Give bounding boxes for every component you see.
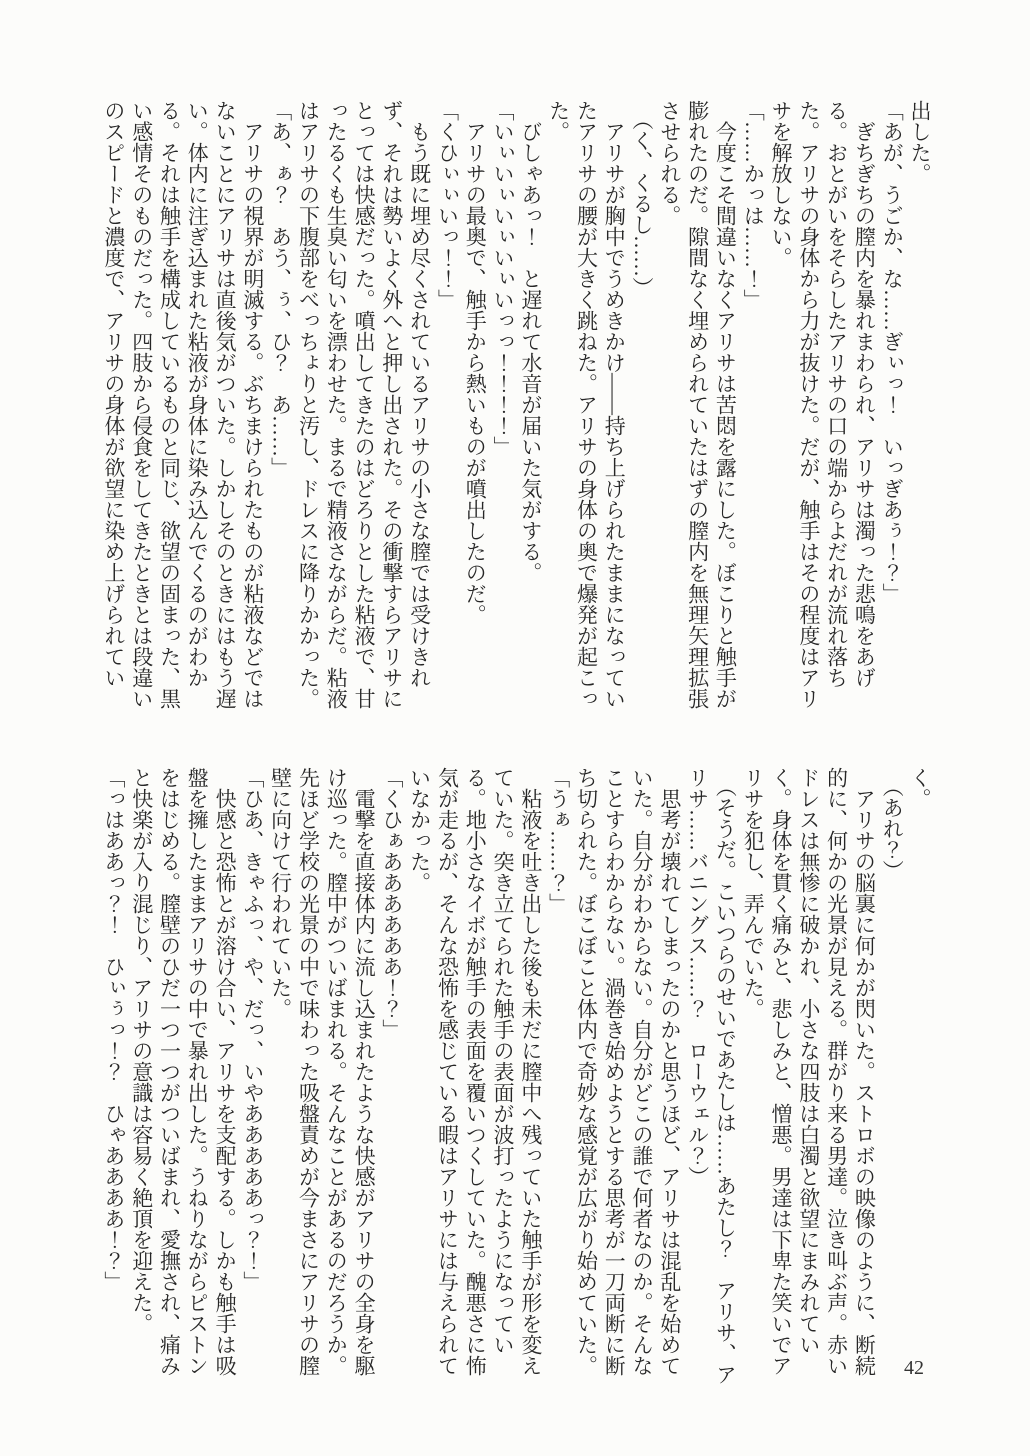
paragraph: アリサが胸中でうめきかけ――持ち上げられたままになっていたアリサの腰が大きく跳ねた。アリサの身体の奥で爆発が起こった。 [546, 100, 627, 709]
paragraph: （く、くるし……） [630, 109, 655, 299]
paragraph: 「いぃいぃいぃいぃいっっ！！！！」 [491, 100, 516, 457]
paragraph: （そうだ。こいつらのせいであたしは……あたし？ アリサ、アリサ……バニングス……？ ローウェル？） [685, 767, 738, 1386]
paragraph: （あれ？） [880, 776, 905, 882]
paragraph: 粘液を吐き出した後も未だに膣中へ残っていた触手が形を変えていた。突き立てられた触手の表面が波打ったようになっている。地小さなイボが触手の表面を覆いつくしていた。醜悪さに怖気が走るが、そんな恐怖を感じている暇はアリサには与えられていなかった。 [407, 767, 543, 1376]
text-block-upper [99, 100, 933, 720]
paragraph: 思考が壊れてしまったのかと思うほど、アリサは混乱を始めていた。自分がわからない。自分がどこの誰で何者なのか。そんなことすらわからない。渦巻き始めようとする思考が一刀両断に断ち切られた。ぼこぼこと体内で奇妙な感覚が広がり始めていた。 [574, 767, 682, 1376]
paragraph: 「あが、うごか、な……ぎぃっ！ いっぎあぅ！？」 [880, 100, 905, 604]
paragraph: 快感と恐怖とが溶け合い、アリサを支配する。しかも触手は吸盤を擁したままアリサの中で暴れ出した。うねりながらピストンをはじめる。膣壁のひだ一つ一つがついばまれ、愛撫され、痛みと快楽が入り混じり、アリサの意識は容易く絶頂を迎えた。 [129, 767, 238, 1376]
text-block-lower [99, 767, 933, 1387]
paragraph: 「あ、ぁ？ あう、ぅ、ひ？ あ……」 [268, 100, 293, 478]
paragraph: 電撃を直接体内に流し込まれたような快感がアリサの全身を駆け巡った。膣中がついばまれる。そんなことがあるのだろうか。先ほど学校の光景の中で味わった吸盤責めが今まさにアリサの膣壁に向けて行われていた。 [268, 767, 377, 1376]
paragraph: く。 [908, 767, 932, 809]
paragraph: 今度こそ間違いなくアリサは苦悶を露にした。ぼこりと触手が膨れたのだ。隙間なく埋められていたはずの膣内を無理矢理拡張させられる。 [657, 100, 738, 709]
paragraph: 「っはああっ？！ ひぃぅっ！？ ひゃああああ！？」 [101, 767, 126, 1292]
paragraph: 「……かっは……！」 [741, 100, 766, 310]
paragraph: アリサの最奥で、触手から熱いものが噴出したのだ。 [463, 121, 488, 625]
paragraph: 「くひぁああああああ！？」 [379, 767, 404, 1040]
paragraph: アリサの視界が明滅する。ぶちまけられたものが粘液などではないことにアリサは直後気がついた。しかしそのときにはもう遅い。体内に注ぎ込まれた粘液が身体に染み込んでくるのがわかる。それは触手を構成しているものと同じ、欲望の固まった、黒い感情そのものだった。四肢から侵食をしてきたときとは段違いのスピードと濃度で、アリサの身体が欲望に染め上げられてい [101, 100, 265, 709]
paragraph: アリサの脳裏に何かが閃いた。ストロボの映像のように、断続的に、何かの光景が見える。群がり来る男達。泣き叫ぶ声。赤いドレスは無惨に破かれ、小さな四肢は白濁と欲望にまみれていく。身体を貫く痛みと、悲しみと、憎悪。男達は下卑た笑いでアリサを犯し、弄んでいた。 [741, 767, 877, 1376]
paragraph: 出した。 [908, 100, 932, 184]
paragraph: もう既に埋め尽くされているアリサの小さな膣では受けきれず、それは勢いよく外へと押し出された。その衝撃すらアリサにとっては快感だった。噴出してきたのはどろりとした粘液で、甘ったるくも生臭い匂いを漂わせた。まるで精液さながらだ。粘液はアリサの下腹部をべっちょりと汚し、ドレスに降りかかった。 [296, 100, 432, 709]
paragraph: ぎちぎちの膣内を暴れまわられ、アリサは濁った悲鳴をあげる。おとがいをそらしたアリサの口の端からよだれが流れ落ちた。アリサの身体から力が抜けた。だが、触手はその程度はアリサを解放しない。 [769, 100, 877, 709]
paragraph: 「くひぃぃいっ！！」 [435, 100, 460, 310]
paragraph: 「ひあ、きゃふっ、や、だっ、いやあああああっ？！」 [240, 767, 265, 1292]
page-number: 42 [904, 1357, 924, 1379]
paragraph: びしゃあっ！ と遅れて水音が届いた気がする。 [518, 121, 543, 583]
paragraph: 「うぁ……？」 [546, 767, 571, 914]
